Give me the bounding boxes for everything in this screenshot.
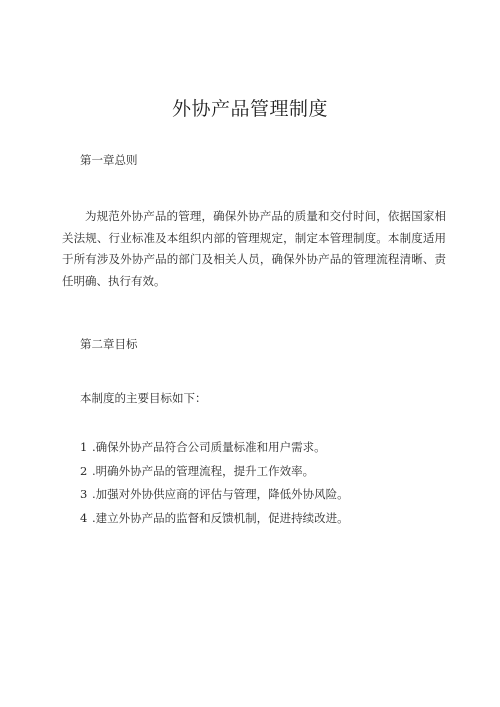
document-title: 外协产品管理制度 [171,98,328,120]
list-item-number: 2 [80,463,88,478]
chapter-1-heading: 第一章总则 [80,153,138,167]
objectives-list [80,436,349,530]
list-item-text: .加强对外协供应商的评估与管理，降低外协风险。 [92,487,349,501]
list-item [80,436,349,460]
list-item [80,460,349,484]
list-item-number: 3 [80,487,88,501]
list-item-text: .建立外协产品的监督和反馈机制，促进持续改进。 [92,510,349,525]
list-item-text: .确保外协产品符合公司质量标准和用户需求。 [92,440,326,454]
list-item [80,507,349,531]
list-item-number: 4 [80,510,88,525]
chapter-2-heading: 第二章目标 [80,337,138,351]
chapter-2-intro: 本制度的主要目标如下： [80,391,207,405]
chapter-1-paragraph: 为规范外协产品的管理，确保外协产品的质量和交付时间，依据国家相关法规、行业标准及本组织内部的管理规定，制定本管理制度。本制度适用于所有涉及外协产品的部门及相关人员，确保外协产品的管理流程清晰、责任明确、执行有效。 [62,209,446,288]
list-item [80,483,349,507]
list-item-text: .明确外协产品的管理流程，提升工作效率。 [92,463,315,478]
list-item-number: 1 [80,440,88,454]
